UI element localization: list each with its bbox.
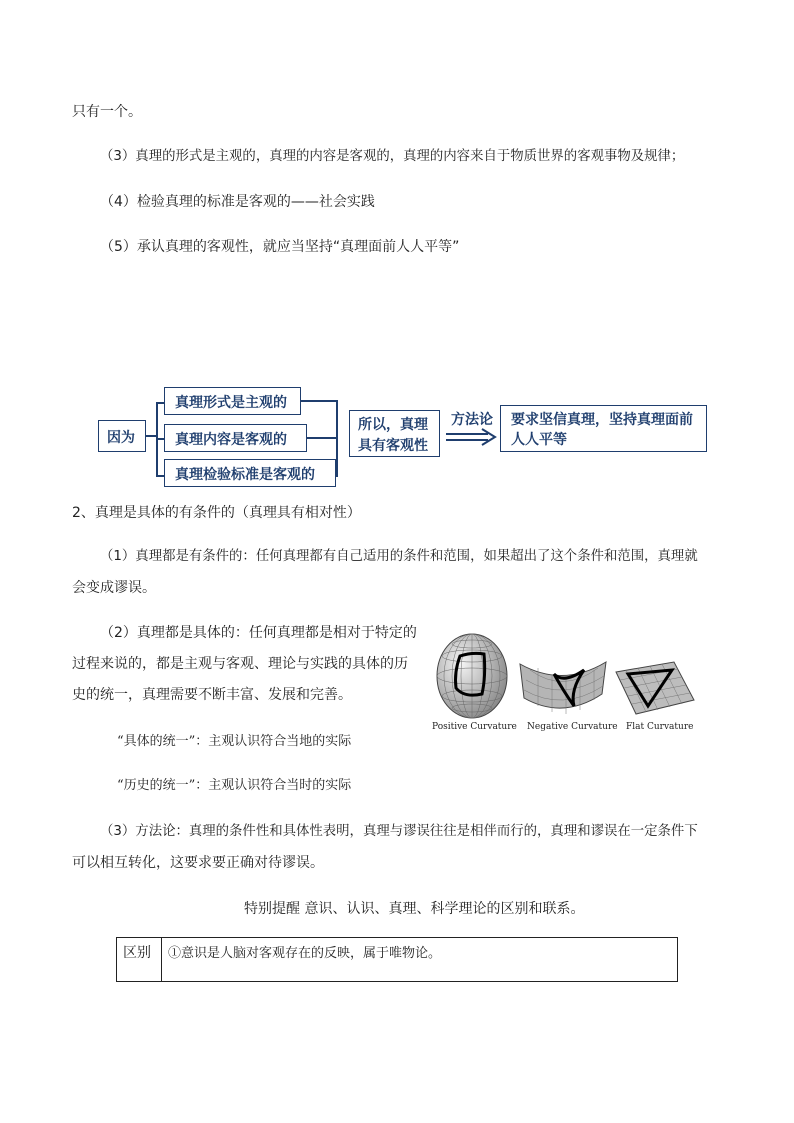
- table-content-cell: ①意识是人脑对客观存在的反映，属于唯物论。: [162, 938, 678, 982]
- quote-concrete-unity: “具体的统一”：主观认识符合当地的实际: [117, 734, 352, 749]
- line-only-one: 只有一个。: [72, 104, 142, 120]
- table-row: [117, 938, 678, 982]
- curvature-figure: [428, 630, 708, 740]
- section-2-p2-line3: 史的统一，真理需要不断丰富、发展和完善。: [72, 687, 352, 703]
- conclusion-line-2: 具有客观性: [358, 438, 428, 454]
- difference-table: [116, 937, 678, 982]
- reason-box-standard: [164, 459, 336, 487]
- reason-form-label: 真理形式是主观的: [175, 395, 287, 411]
- section-2-p3-line1: （3）方法论：真理的条件性和具体性表明，真理与谬误往往是相伴而行的，真理和谬误在一定条件下: [100, 824, 698, 839]
- point-3: （3）真理的形式是主观的，真理的内容是客观的，真理的内容来自于物质世界的客观事物及规律；: [100, 149, 685, 164]
- section-2-p2-line2: 过程来说的，都是主观与客观、理论与实践的具体的历: [72, 656, 408, 672]
- concept-diagram: [0, 0, 794, 500]
- conclusion-box: [349, 410, 440, 457]
- point-5: （5）承认真理的客观性，就应当坚持“真理面前人人平等”: [100, 239, 460, 255]
- result-box: [500, 405, 707, 452]
- because-box: [98, 420, 146, 452]
- section-2-p1-line2: 会变成谬误。: [72, 580, 156, 596]
- result-line-1: 要求坚信真理，坚持真理面前: [511, 412, 693, 428]
- section-2-p1-line1: （1）真理都是有条件的：任何真理都有自己适用的条件和范围，如果超出了这个条件和范围，真理就: [100, 549, 698, 564]
- section-2-p2-line1: （2）真理都是具体的：任何真理都是相对于特定的: [100, 625, 417, 641]
- positive-curvature-image: [434, 632, 510, 720]
- section-2-p3-line2: 可以相互转化，这要求要正确对待谬误。: [72, 855, 324, 871]
- negative-curvature-image: [518, 654, 608, 720]
- quote-historical-unity: “历史的统一”：主观认识符合当时的实际: [117, 778, 352, 793]
- reason-standard-label: 真理检验标准是客观的: [175, 467, 315, 483]
- caption-positive: Positive Curvature: [432, 722, 517, 732]
- point-4: （4）检验真理的标准是客观的——社会实践: [100, 194, 375, 210]
- result-line-2: 人人平等: [511, 432, 567, 448]
- because-label: 因为: [107, 430, 135, 446]
- caption-negative: Negative Curvature: [527, 722, 618, 732]
- reason-content-label: 真理内容是客观的: [175, 432, 287, 448]
- caption-flat: Flat Curvature: [626, 722, 694, 732]
- flat-curvature-image: [614, 660, 696, 716]
- methodology-label: 方法论: [451, 412, 493, 428]
- special-reminder: 特别提醒 意识、认识、真理、科学理论的区别和联系。: [244, 901, 585, 917]
- table-label-cell: 区别: [117, 938, 162, 982]
- reason-box-form: [164, 387, 301, 415]
- conclusion-line-1: 所以，真理: [358, 417, 428, 433]
- reason-box-content: [164, 424, 307, 452]
- section-2-heading: 2、真理是具体的有条件的（真理具有相对性）: [72, 505, 361, 521]
- double-arrow-icon: [446, 428, 498, 448]
